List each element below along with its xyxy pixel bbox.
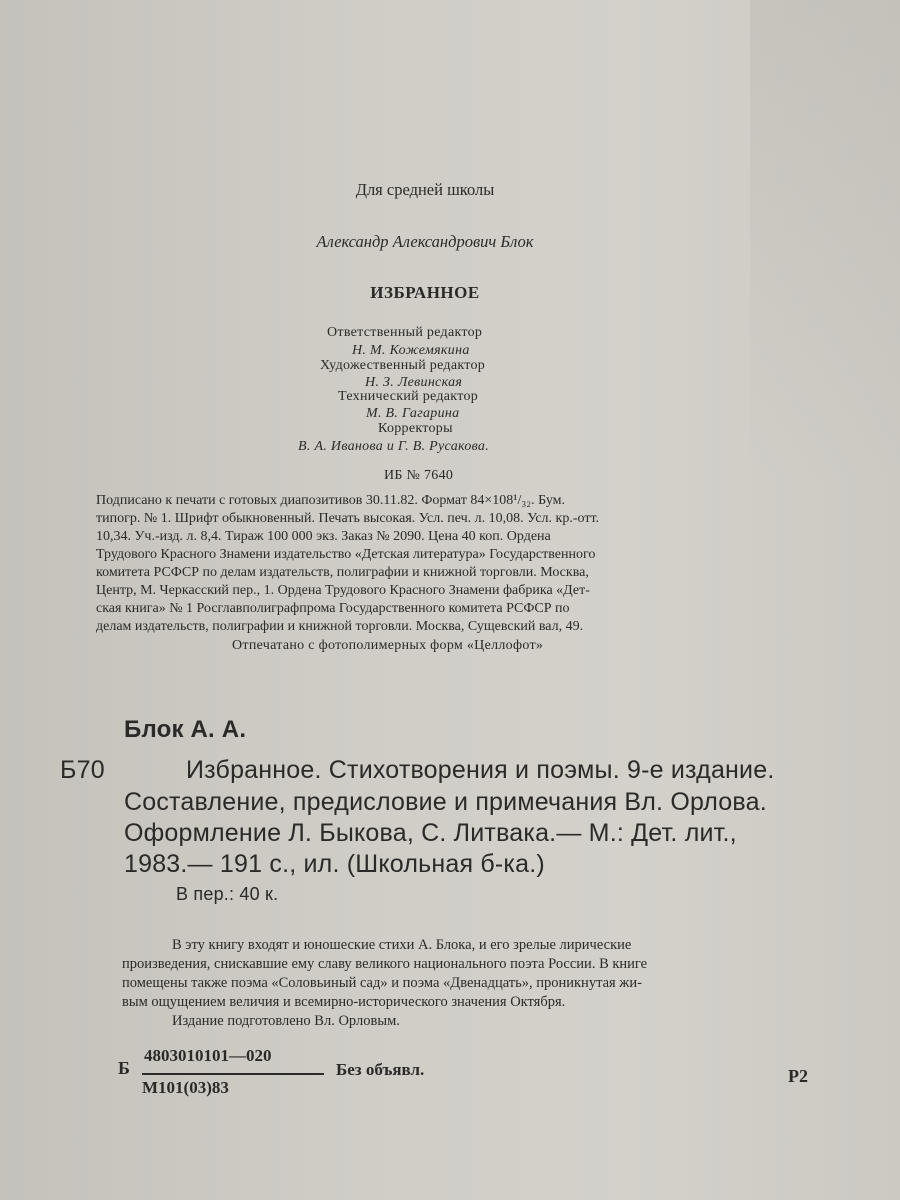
book-title: ИЗБРАННОЕ	[370, 283, 480, 302]
imprint-line: комитета РСФСР по делам издательств, полиграфии и книжной торговли. Москва,	[96, 565, 589, 580]
catalog-line: Составление, предисловие и примечания Вл. Орлова.	[124, 788, 767, 816]
catalog-code: Б70	[60, 756, 105, 784]
annotation-line: произведения, снискавшие ему славу великого национального поэта России. В книге	[122, 956, 648, 972]
catalog-line: 1983.— 191 с., ил. (Школьная б-ка.)	[124, 850, 545, 878]
catalog-price: В пер.: 40 к.	[176, 884, 279, 904]
index-letter: Б	[118, 1058, 130, 1078]
imprint-line: Центр, М. Черкасский пер., 1. Ордена Трудового Красного Знамени фабрика «Дет-	[96, 583, 590, 598]
annotation-line: помещены также поэма «Соловьиный сад» и поэма «Двенадцать», проникнутая жи-	[122, 975, 642, 991]
printed-from-note: Отпечатано с фотополимерных форм «Целлофот»	[232, 638, 544, 653]
annotation-block	[122, 936, 822, 1031]
index-denominator: М101(03)83	[142, 1078, 229, 1097]
correctors-names: В. А. Иванова и Г. В. Русакова.	[298, 439, 489, 454]
catalog-author-heading: Блок А. А.	[124, 716, 247, 743]
annotation-line: В эту книгу входят и юношеские стихи А. Блока, и его зрелые лирические	[172, 937, 632, 953]
index-code: Р2	[788, 1066, 808, 1086]
resp-editor-role: Ответственный редактор	[327, 325, 483, 340]
index-numerator: 4803010101—020	[144, 1046, 272, 1065]
prepared-by: Издание подготовлено Вл. Орловым.	[172, 1013, 400, 1029]
index-note: Без объявл.	[336, 1060, 425, 1079]
art-editor-role: Художественный редактор	[320, 358, 486, 373]
fraction-rule	[142, 1073, 324, 1075]
imprint-line: ская книга» № 1 Росглавполиграфпрома Государственного комитета РСФСР по	[96, 601, 570, 616]
resp-editor-name: Н. М. Кожемякина	[352, 343, 470, 358]
catalog-line: Избранное. Стихотворения и поэмы. 9-е издание.	[186, 756, 775, 784]
author-full-name: Александр Александрович Блок	[316, 232, 534, 251]
imprint-block	[96, 492, 786, 636]
ib-number: ИБ № 7640	[384, 468, 454, 483]
tech-editor-role: Технический редактор	[338, 389, 479, 404]
imprint-line: 10,34. Уч.-изд. л. 8,4. Тираж 100 000 экз. Заказ № 2090. Цена 40 коп. Ордена	[96, 529, 551, 544]
imprint-line: Трудового Красного Знамени издательство «Детская литература» Государственного	[96, 547, 596, 562]
series-line: Для средней школы	[355, 180, 495, 199]
correctors-role: Корректоры	[378, 421, 453, 436]
imprint-line: типогр. № 1. Шрифт обыкновенный. Печать высокая. Усл. печ. л. 10,08. Усл. кр.-отт.	[96, 511, 600, 526]
tech-editor-name: М. В. Гагарина	[366, 406, 460, 421]
art-editor-name: Н. З. Левинская	[365, 375, 463, 390]
catalog-line: Оформление Л. Быкова, С. Литвака.— М.: Дет. лит.,	[124, 819, 737, 847]
imprint-line: делам издательств, полиграфии и книжной торговли. Москва, Сущевский вал, 49.	[96, 619, 584, 634]
annotation-line: вым ощущением величия и всемирно-исторического значения Октября.	[122, 994, 566, 1010]
imprint-line: Подписано к печати с готовых диапозитивов 30.11.82. Формат 84×108¹/₃₂. Бум.	[96, 493, 566, 508]
